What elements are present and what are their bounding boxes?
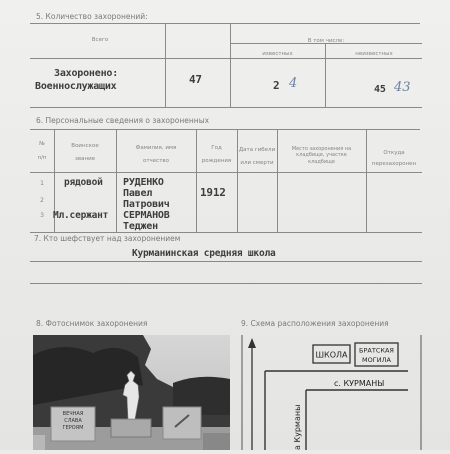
s5-unknown-handwritten-value: 43 — [394, 80, 411, 95]
s5-col-total-label: Всего — [91, 37, 109, 43]
s7-patron-value: Курманинская средняя школа — [132, 248, 276, 259]
s5-table-top-line — [30, 23, 420, 24]
memorial-photo — [33, 335, 230, 450]
s5-total-value: 47 — [189, 73, 202, 86]
mass-grave-label-line-2: МОГИЛА — [362, 356, 391, 364]
s5-col-known-label: известных — [262, 51, 293, 57]
s6-header-from-line-1: Откуда — [383, 150, 405, 156]
s6-header-name-line-1: Фамилия, имя — [135, 145, 177, 151]
s6-header-num-line-1: № — [39, 141, 45, 147]
s6-table-header-line — [30, 172, 422, 173]
s6-row-number: 1 — [40, 180, 44, 187]
s6-rank-1: рядовой — [64, 177, 103, 188]
plaque-text-line-2: СЛАВА — [64, 418, 82, 424]
village-label: с. КУРМАНЫ — [334, 379, 385, 388]
s6-header-name-line-2: отчество — [142, 157, 170, 164]
s6-col-divider-death — [277, 129, 278, 232]
s6-col-divider-year — [237, 129, 238, 232]
section-7-title: 7. Кто шефствует над захоронением — [34, 234, 181, 243]
section-6-title: 6. Персональные сведения о захороненных — [36, 116, 210, 125]
s5-known-typed-value: 2 — [273, 79, 280, 92]
s6-table-top-line — [30, 129, 420, 130]
s6-rank-2: Мл.сержант — [53, 210, 109, 221]
road-label: а Курманы — [293, 404, 302, 450]
s6-year-1: 1912 — [200, 186, 226, 199]
location-scheme-drawing — [238, 333, 424, 450]
section-8-title: 8. Фотоснимок захоронения — [36, 319, 148, 328]
s5-row-label-line-2: Военнослужащих — [35, 81, 117, 92]
s5-known-handwritten-value: 4 — [289, 76, 298, 91]
s6-header-num-line-2: п/п — [37, 154, 47, 161]
s6-name-2-first: Теджен — [123, 221, 158, 232]
s5-table-header-line — [30, 58, 422, 59]
s6-header-from-line-2: перезахоронен — [371, 160, 417, 167]
s6-header-year-line-2: рождения — [201, 157, 232, 164]
north-arrow-icon — [248, 338, 256, 348]
s5-table-bottom-line — [30, 107, 422, 108]
mass-grave-label-line-1: БРАТСКАЯ — [359, 346, 394, 355]
section-5-title: 5. Количество захоронений: — [36, 12, 148, 21]
s6-header-year-line-1: Год — [211, 145, 222, 151]
s6-header-year — [196, 145, 237, 165]
s6-row-number: 2 — [40, 197, 44, 204]
s6-col-divider-place — [366, 129, 367, 232]
s6-header-death — [237, 147, 277, 167]
section-9-title: 9. Схема расположения захоронения — [241, 319, 389, 328]
s7-rule-line-2 — [30, 283, 422, 284]
plaque-text-line-1: ВЕЧНАЯ — [62, 411, 84, 417]
s6-header-place-line-2: кладбище, участке — [296, 152, 347, 159]
s6-header-rank — [54, 143, 116, 163]
s6-name-1-surname: РУДЕНКО — [123, 177, 164, 188]
s6-header-place-line-1: Место захоронения на — [291, 146, 352, 152]
plaque-text-line-3: ГЕРОЯМ — [62, 425, 84, 431]
s6-table-bottom-line — [30, 232, 422, 233]
s5-unknown-typed-value: 45 — [374, 84, 386, 95]
school-label: ШКОЛА — [315, 350, 348, 360]
s5-col-including-label: В том числе: — [307, 38, 345, 44]
s7-rule-line-1 — [30, 261, 422, 262]
s6-name-1-patronymic: Патрович — [123, 199, 170, 210]
s6-header-num — [30, 141, 54, 162]
s6-row-number: 3 — [40, 212, 44, 219]
s6-header-rank-line-2: звание — [74, 155, 96, 162]
location-scheme — [238, 333, 424, 450]
s6-header-place-line-3: кладбище — [308, 158, 335, 165]
s5-row-label-line-1: Захоронено: — [54, 68, 119, 79]
s5-col-divider-2 — [230, 23, 231, 107]
s6-header-death-line-1: Дата гибели — [238, 147, 276, 153]
s6-header-name — [116, 145, 196, 165]
s6-name-2-surname: СЕРМАНОВ — [123, 210, 170, 221]
s6-header-place — [277, 146, 366, 165]
s6-header-rank-line-1: Воинское — [71, 143, 99, 149]
s5-col-unknown-label: неизвестных — [355, 51, 393, 57]
s5-col-divider-1 — [165, 23, 166, 107]
memorial-photo-drawing — [33, 335, 230, 450]
s6-header-death-line-2: или смерти — [240, 159, 274, 166]
s6-name-1-first: Павел — [123, 188, 153, 199]
s6-header-from — [366, 150, 422, 168]
